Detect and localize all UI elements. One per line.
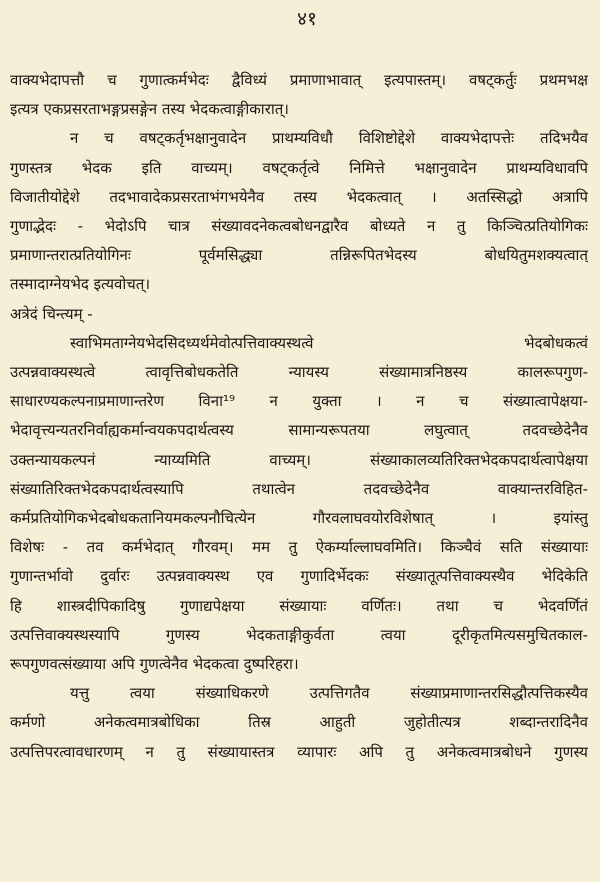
- page-number: ४१: [297, 8, 317, 30]
- text-line: गुणस्तत्र भेदक इति वाच्यम्। वषट्कर्तृत्वे निमित्ते भक्षानुवादेन प्राथम्यविधावपि: [10, 158, 588, 177]
- text-line: गुणान्तर्भावो दुर्वारः उत्पन्नवाक्यस्थ एव गुणादिर्भेदकः संख्यातूत्पत्तिवाक्यस्थैव भेदिकेति: [10, 567, 588, 586]
- text-line: विशेषः - तव कर्मभेदात् गौरवम्। मम तु ऐकर्म्याल्लाघवमिति। किञ्चैवं सति संख्यायाः: [10, 538, 588, 557]
- text-line: इत्यत्र एकप्रसरताभङ्गप्रसङ्गेन तस्य भेदकत्वाङ्गीकारात्।: [10, 100, 289, 119]
- text-line: भेदावृत्त्यन्यतरनिर्वाह्यकर्मान्वयकपदार्थत्वस्य सामान्यरूपतया लघुत्वात् तदवच्छेदेनैव: [10, 421, 588, 440]
- section-heading: अत्रेदं चिन्त्यम् -: [10, 304, 93, 323]
- text-line: विजातीयोद्देशे तदभावादेकप्रसरताभंगभयेनैव तस्य भेदकत्वात् । अतस्सिद्धो अत्रापि: [10, 187, 588, 206]
- text-line: कर्मप्रतियोगिकभेदबोधकतानियमकल्पनौचित्येन गौरवलाघवयोरविशेषात् । इयांस्तु: [10, 509, 588, 528]
- text-line: वाक्यभेदापत्तौ च गुणात्कर्मभेदः द्वैविध्यं प्रमाणाभावात् इत्यपास्तम्। वषट्कर्तुः प्रथमभक्ष: [10, 71, 588, 89]
- text-line: न च वषट्कर्तृभक्षानुवादेन प्राथम्यविधौ विशिष्टोद्देशे वाक्यभेदापत्तेः तदिभयैव: [70, 129, 588, 148]
- text-line: गुणाद्भेदः - भेदोऽपि चात्र संख्यावदनेकत्वबोधनद्वारैव बोध्यते न तु किञ्चित्प्रतियोगिकः: [10, 217, 588, 236]
- text-line: उत्पत्तिपरत्वावधारणम् न तु संख्यायास्तत्र व्यापारः अपि तु अनेकत्वमात्रबोधने गुणस्य: [10, 742, 588, 761]
- text-line: उत्पन्नवाक्यस्थत्वे त्वावृत्तिबोधकतेति न्यायस्य संख्यामात्रनिष्ठस्य कालरूपगुण-: [10, 363, 588, 382]
- text-line: उक्तन्यायकल्पनं न्याय्यमिति वाच्यम्। संख्याकालव्यतिरिक्तभेदकपदार्थत्वापेक्षया: [10, 450, 588, 469]
- text-line: हि शास्त्रदीपिकादिषु गुणाद्यपेक्षया संख्यायाः वर्णितः। तथा च भेदवर्णितं: [10, 596, 588, 615]
- text-line: उत्पत्तिवाक्यस्थस्यापि गुणस्य भेदकताङ्गीकुर्वता त्वया दूरीकृतमित्यसमुचितकाल-: [10, 625, 588, 644]
- text-line: कर्मणो अनेकत्वमात्रबोधिका तिस्र आहुती जुहोतीत्यत्र शब्दान्तरादिनैव: [10, 713, 588, 732]
- text-line: यत्तु त्वया संख्याधिकरणे उत्पत्तिगतैव संख्याप्रमाणान्तरसिद्धौत्पत्तिकस्यैव: [70, 684, 588, 703]
- text-line: तस्मादाग्नेयभेद इत्यवोचत्।: [10, 275, 151, 294]
- text-line: संख्यातिरिक्तभेदकपदार्थत्वस्यापि तथात्वेन तदवच्छेदेनैव वाक्यान्तरविहित-: [10, 479, 588, 498]
- body-text: [10, 66, 588, 767]
- text-line: रूपगुणवत्संख्याया अपि गुणत्वेनैव भेदकत्वा दुष्परिहरा।: [10, 655, 299, 674]
- text-line: स्वाभिमताग्नेयभेदसिदध्यर्थमेवोत्पत्तिवाक्यस्थत्वे भेदबोधकत्वं: [70, 333, 588, 352]
- text-line: साधारण्यकल्पनाप्रमाणान्तरेण विना¹⁹ न युक्ता । न च संख्यात्वापेक्षया-: [10, 392, 588, 411]
- text-line: प्रमाणान्तरात्प्रतियोगिनः पूर्वमसिद्ध्या तन्निरूपितभेदस्य बोधयितुमशक्यत्वात्: [10, 246, 588, 265]
